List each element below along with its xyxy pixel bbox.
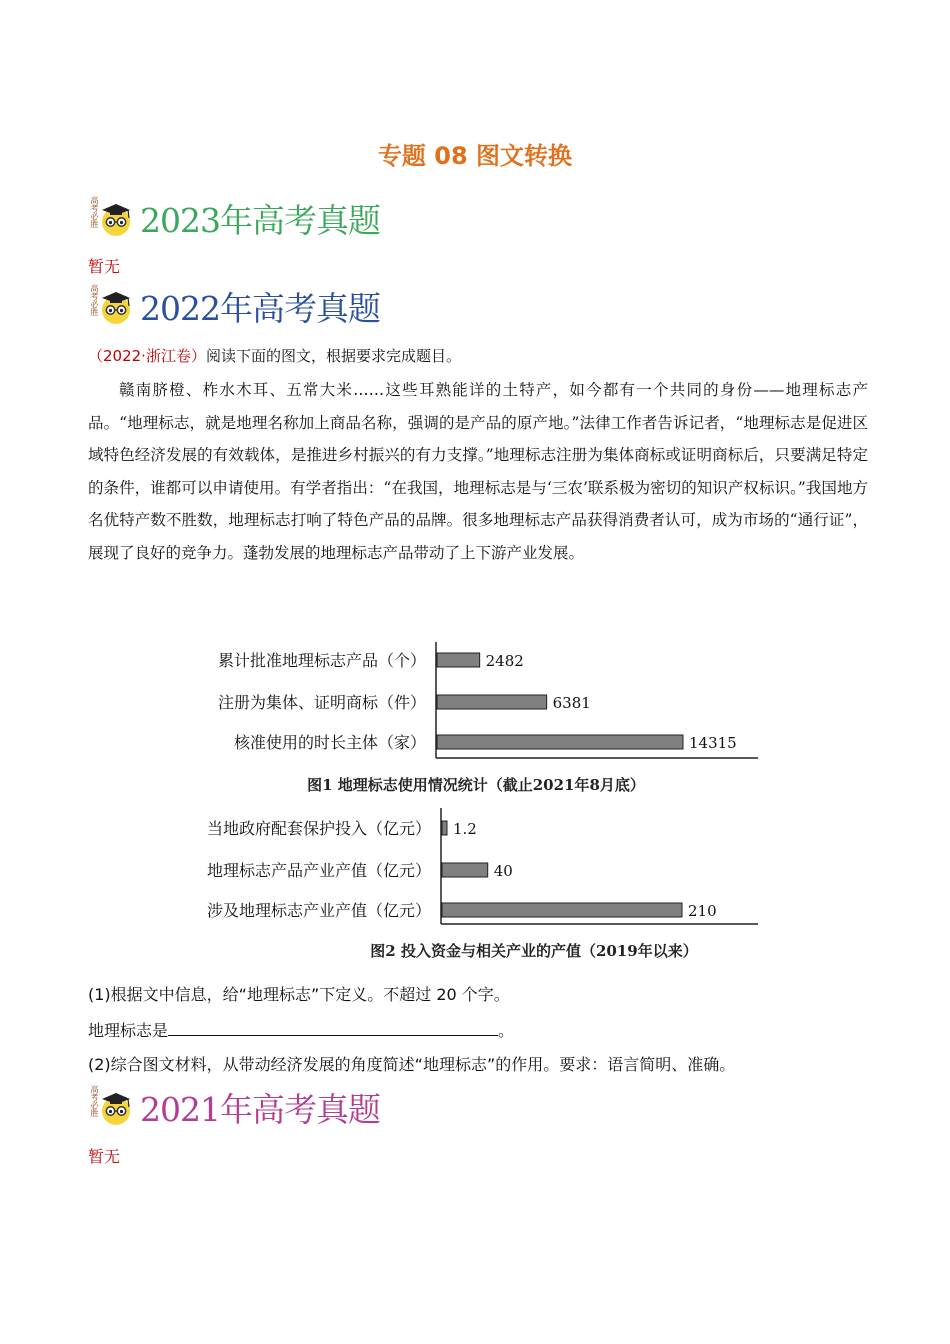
chart-category-label: 注册为集体、证明商标（件） <box>217 693 426 712</box>
chart-category-label: 涉及地理标志产业产值（亿元） <box>206 901 431 920</box>
section-body-none: 暂无 <box>88 257 121 276</box>
chart-bar <box>442 863 488 877</box>
section-header-2023 <box>88 196 380 240</box>
chart-value-label: 210 <box>688 902 717 920</box>
section-body-none: 暂无 <box>88 1147 121 1166</box>
chart-bar <box>437 653 480 667</box>
scholar-badge-icon <box>88 284 134 328</box>
chart-1 <box>0 640 950 804</box>
chart-bar <box>442 903 682 917</box>
badge-text: 高考必胜 <box>90 196 99 228</box>
section-title: 2022年高考真题 <box>140 288 380 328</box>
chart-value-label: 6381 <box>552 694 591 712</box>
chart-bar <box>437 735 683 749</box>
badge-text: 高考必胜 <box>90 284 99 316</box>
answer-prefix: 地理标志是 <box>88 1021 169 1040</box>
chart-1-svg <box>0 640 950 800</box>
section-title: 2021年高考真题 <box>140 1089 380 1129</box>
question-source: （2022·浙江卷） <box>88 347 206 365</box>
scholar-badge-icon <box>88 196 134 240</box>
chart-value-label: 14315 <box>689 734 737 752</box>
question-instruction: 阅读下面的图文，根据要求完成题目。 <box>205 347 461 365</box>
chart-value-label: 40 <box>493 862 513 880</box>
section-title: 2023年高考真题 <box>140 200 380 240</box>
answer-blank[interactable] <box>168 1021 498 1036</box>
chart-title: 图1 地理标志使用情况统计（截止2021年8月底） <box>307 776 645 794</box>
chart-category-label: 当地政府配套保护投入（亿元） <box>206 819 431 838</box>
question-intro <box>88 345 461 366</box>
passage <box>88 374 868 569</box>
badge-text: 高考必胜 <box>90 1085 99 1117</box>
section-header-2022 <box>88 284 380 328</box>
section-header-2021 <box>88 1085 380 1129</box>
chart-2 <box>0 806 950 970</box>
chart-title: 图2 投入资金与相关产业的产值（2019年以来） <box>370 942 698 960</box>
question-2: (2)综合图文材料，从带动经济发展的角度简述“地理标志”的作用。要求：语言简明、准确。 <box>88 1055 736 1074</box>
answer-suffix: 。 <box>498 1021 515 1040</box>
page-title: 专题 08 图文转换 <box>377 142 573 170</box>
chart-value-label: 1.2 <box>453 820 477 838</box>
chart-bar <box>437 695 547 709</box>
question-1-answer-line <box>88 1018 514 1041</box>
question-1: (1)根据文中信息，给“地理标志”下定义。不超过 20 个字。 <box>88 985 510 1004</box>
scholar-badge-icon <box>88 1085 134 1129</box>
chart-category-label: 累计批准地理标志产品（个） <box>217 651 426 670</box>
chart-2-svg <box>0 806 950 966</box>
chart-bar <box>442 821 447 835</box>
passage-text: 赣南脐橙、柞水木耳、五常大米……这些耳熟能详的土特产，如今都有一个共同的身份——地理标志产品。“地理标志，就是地理名称加上商品名称，强调的是产品的原产地。”法律工作者告诉记者，“地理标志是促进区域特色经济发展的有效载体，是推进乡村振兴的有力支撑。”地理标志注册为集体商标或证明商标后，只要满足特定的条件，谁都可以申请使用。有学者指出：“在我国，地理标志是与‘三农’联系极为密切的知识产权标识。”我国地方名优特产数不胜数，地理标志打响了特色产品的品牌。很多地理标志产品获得消费者认可，成为市场的“通行证”，展现了良好的竞争力。蓬勃发展的地理标志产品带动了上下游产业发展。 <box>88 381 868 562</box>
chart-category-label: 地理标志产品产业产值（亿元） <box>206 861 431 880</box>
chart-category-label: 核准使用的时长主体（家） <box>233 733 426 752</box>
chart-value-label: 2482 <box>485 652 524 670</box>
